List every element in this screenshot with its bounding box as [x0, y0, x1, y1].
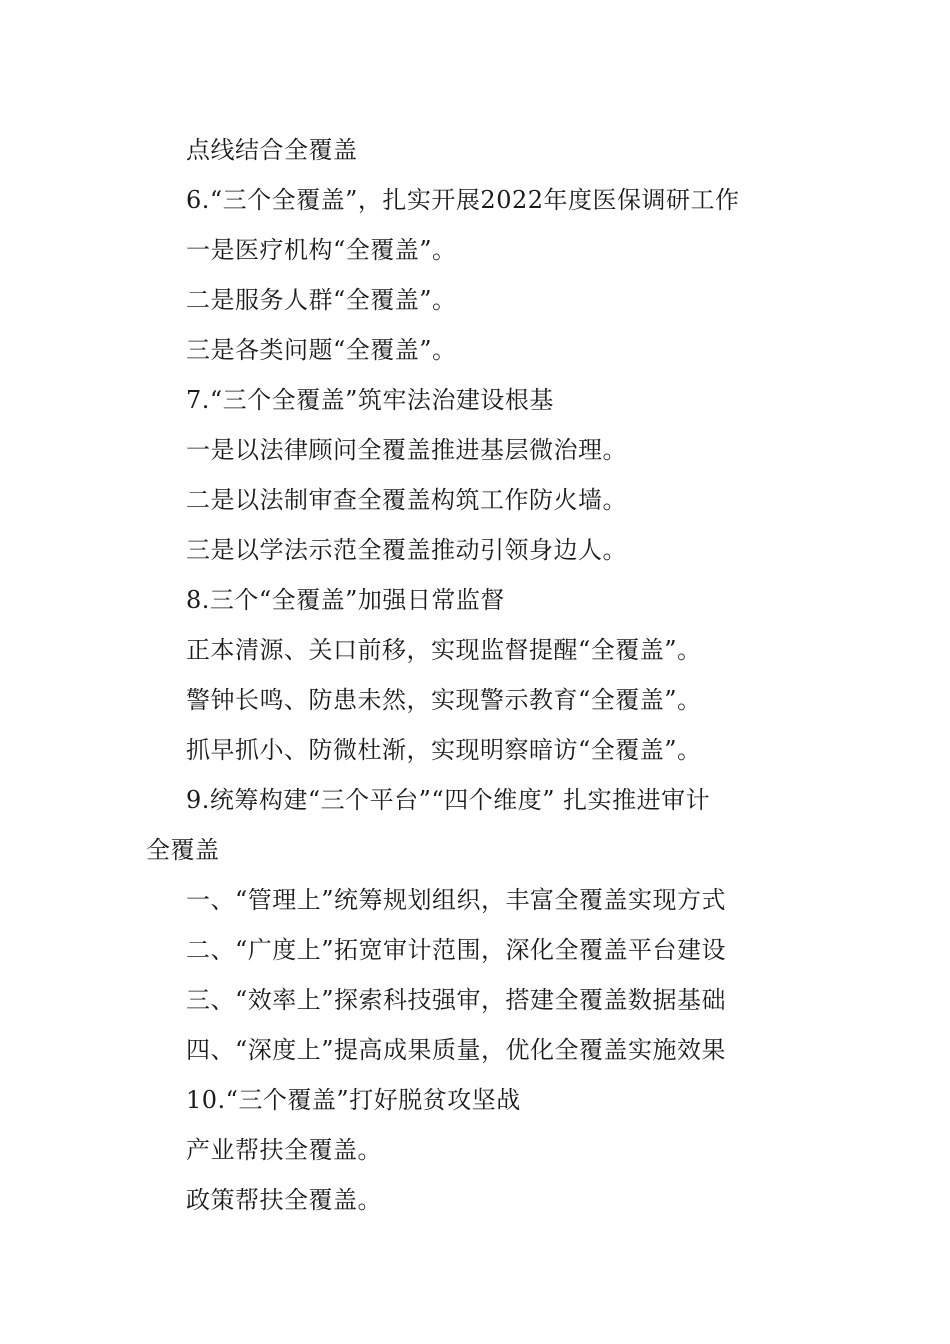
section-heading-10: 10.“三个覆盖”打好脱贫攻坚战 [186, 1086, 521, 1114]
text-line: 警钟长鸣、防患未然，实现警示教育“全覆盖”。 [186, 686, 702, 714]
text-line: 抓早抓小、防微杜渐，实现明察暗访“全覆盖”。 [186, 736, 702, 764]
text-line: 二是以法制审查全覆盖构筑工作防火墙。 [186, 486, 627, 514]
text-line: 四、“深度上”提高成果质量，优化全覆盖实施效果 [186, 1036, 727, 1064]
text-line: 二、“广度上”拓宽审计范围，深化全覆盖平台建设 [186, 936, 727, 964]
text-line: 正本清源、关口前移，实现监督提醒“全覆盖”。 [186, 636, 702, 664]
section-heading-6: 6.“三个全覆盖”，扎实开展2022年度医保调研工作 [186, 186, 740, 214]
section-heading-9: 9.统筹构建“三个平台”“四个维度” 扎实推进审计 [186, 786, 711, 814]
section-heading-9-continuation: 全覆盖 [146, 836, 220, 864]
text-line: 二是服务人群“全覆盖”。 [186, 286, 457, 314]
text-line: 三是各类问题“全覆盖”。 [186, 336, 457, 364]
text-line: 三、“效率上”探索科技强审，搭建全覆盖数据基础 [186, 986, 727, 1014]
section-heading-7: 7.“三个全覆盖”筑牢法治建设根基 [186, 386, 554, 414]
text-line: 一、“管理上”统筹规划组织，丰富全覆盖实现方式 [186, 886, 727, 914]
text-line: 一是以法律顾问全覆盖推进基层微治理。 [186, 436, 627, 464]
text-line: 一是医疗机构“全覆盖”。 [186, 236, 457, 264]
section-heading-8: 8.三个“全覆盖”加强日常监督 [186, 586, 505, 614]
text-line: 产业帮扶全覆盖。 [186, 1136, 382, 1164]
text-line: 政策帮扶全覆盖。 [186, 1186, 382, 1214]
text-line: 三是以学法示范全覆盖推动引领身边人。 [186, 536, 627, 564]
text-line: 点线结合全覆盖 [186, 136, 358, 164]
